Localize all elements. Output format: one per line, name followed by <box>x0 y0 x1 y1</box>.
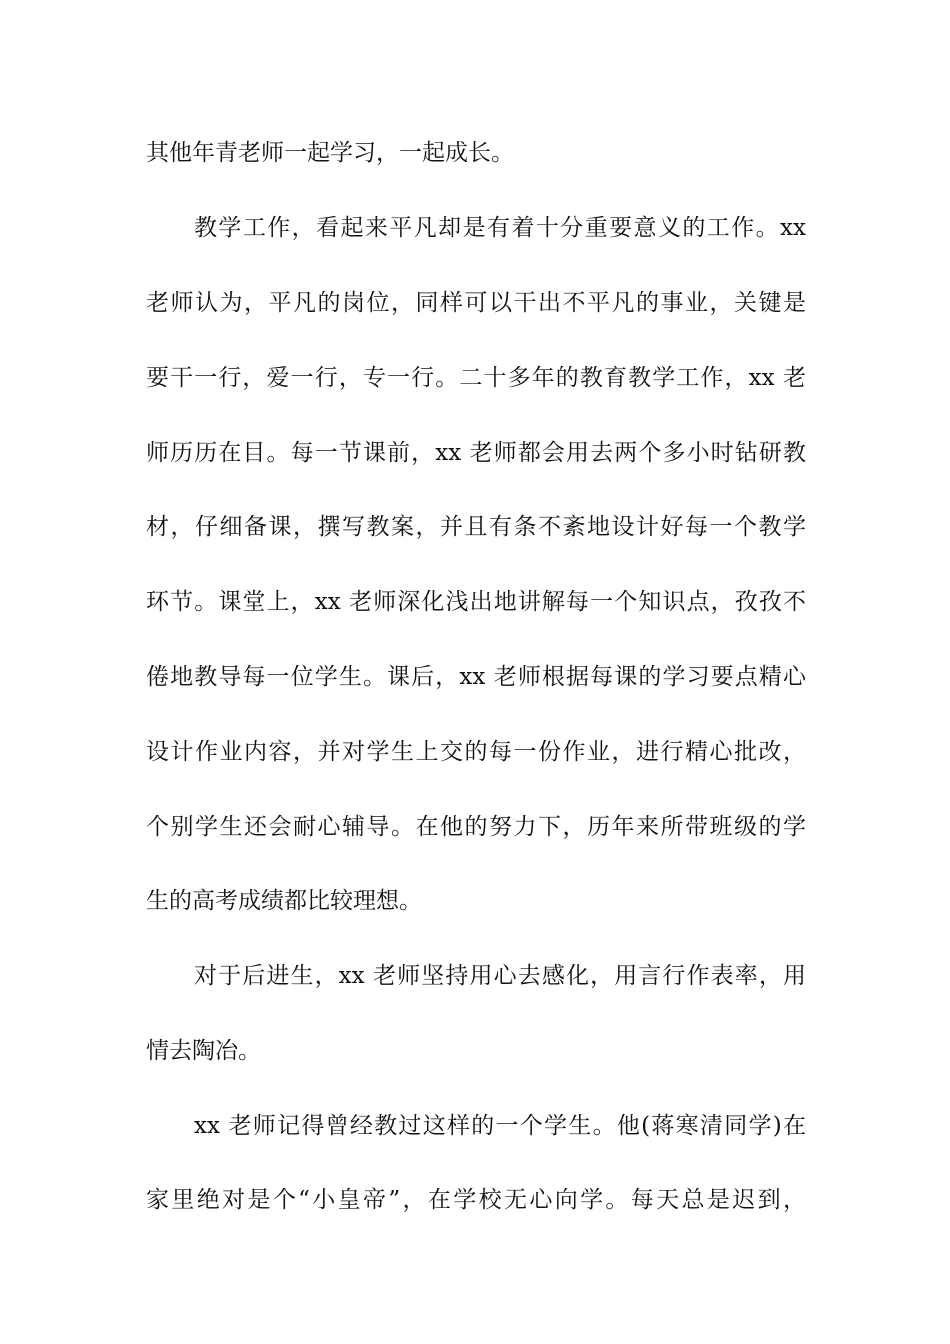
paragraph-2-line-8: 设计作业内容，并对学生上交的每一份作业，进行精心批改， <box>146 739 806 765</box>
paragraph-2-line-6: 环节。课堂上，xx 老师深化浅出地讲解每一个知识点，孜孜不 <box>146 589 806 615</box>
paragraph-2-line-2: 老师认为，平凡的岗位，同样可以干出不平凡的事业，关键是 <box>146 290 806 316</box>
paragraph-3-line-1: 对于后进生，xx 老师坚持用心去感化，用言行作表率，用 <box>194 963 806 989</box>
paragraph-3-line-2: 情去陶冶。 <box>146 1038 261 1064</box>
paragraph-2-line-9: 个别学生还会耐心辅导。在他的努力下，历年来所带班级的学 <box>146 814 806 840</box>
paragraph-2-line-3: 要干一行，爱一行，专一行。二十多年的教育教学工作，xx 老 <box>146 365 806 391</box>
paragraph-2-line-7: 倦地教导每一位学生。课后，xx 老师根据每课的学习要点精心 <box>146 664 806 690</box>
paragraph-2-line-4: 师历历在目。每一节课前，xx 老师都会用去两个多小时钻研教 <box>146 440 806 466</box>
paragraph-4-line-2: 家里绝对是个“小皇帝”，在学校无心向学。每天总是迟到， <box>146 1187 806 1213</box>
paragraph-1-line-1: 其他年青老师一起学习，一起成长。 <box>146 140 514 166</box>
paragraph-4-line-1: xx 老师记得曾经教过这样的一个学生。他(蒋寒清同学)在 <box>194 1113 806 1139</box>
paragraph-2-line-1: 教学工作，看起来平凡却是有着十分重要意义的工作。xx <box>194 215 806 241</box>
paragraph-2-line-5: 材，仔细备课，撰写教案，并且有条不紊地设计好每一个教学 <box>146 514 806 540</box>
paragraph-2-line-10: 生的高考成绩都比较理想。 <box>146 888 422 914</box>
